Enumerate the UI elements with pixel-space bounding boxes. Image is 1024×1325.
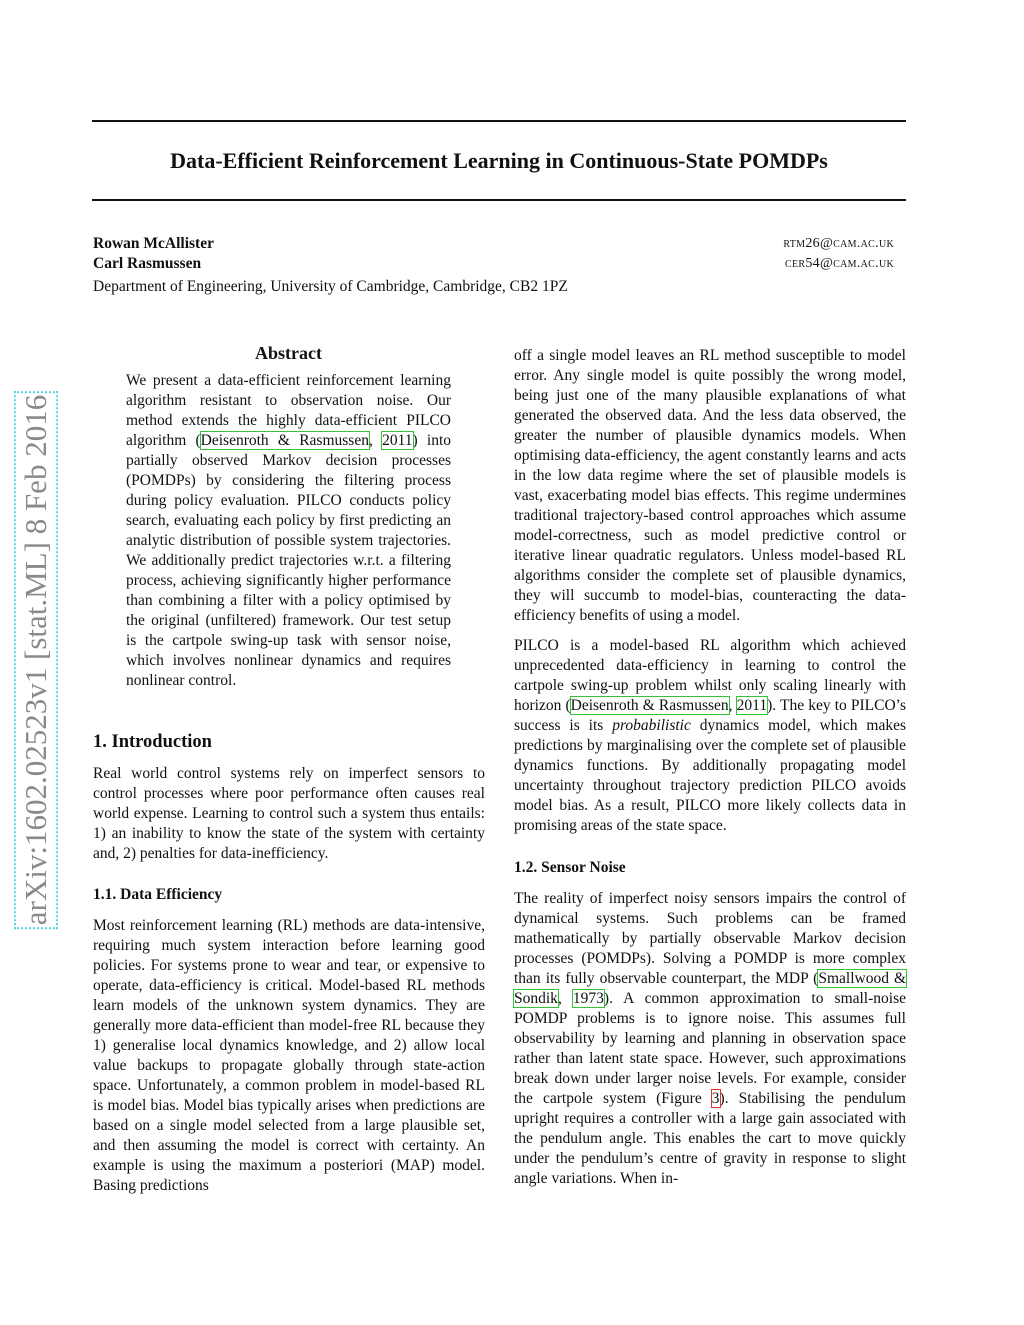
abstract-text-part2: ) into partially observed Markov decision processes (POMDPs) by considering the filtering process during policy evaluation. PILCO conducts policy search, evaluating each policy by first predicting an analytic distribution of possible system trajectories. We additionally predict trajectories w.r.t. a filtering process, achieving significantly higher performance than combining a filter with a policy optimised by the original (unfiltered) framework. Our test setup is the cartpole swing-up task with sensor noise, which involves nonlinear dynamics and requires nonlinear control. <box>126 432 452 689</box>
pilco-text-part1: PILCO is a model-based RL algorithm which achieved unprecedented data-efficiency in learning to control the cartpole swing-up problem whilst only scaling linearly with horizon ( <box>514 637 906 714</box>
citation-separator: , <box>557 990 573 1007</box>
intro-paragraph: Real world control systems rely on imperfect sensors to control processes where poor performance often causes real world expense. Learning to control such a system thus entails: 1) an inability to know the state of the system with certainty and, 2) penalties for data-inefficiency. <box>93 765 485 862</box>
section-heading-introduction: 1. Introduction <box>93 732 212 752</box>
sensor-noise-text-part3: ). Stabilising the pendulum upright requires a controller with a large gain associated with the pendulum angle. This enables the cart to move quickly under the pendulum’s centre of gravity in response to slight angle variations. When in- <box>514 1090 906 1187</box>
abstract-heading: Abstract <box>255 343 322 363</box>
pilco-text-part2: ). The key to PILCO’s success is its <box>514 697 906 734</box>
citation-author[interactable]: Deisenroth & Rasmussen <box>200 432 369 449</box>
left-column <box>93 732 485 1196</box>
citation-year-link[interactable]: 1973 <box>572 990 604 1007</box>
abstract <box>126 343 451 691</box>
bottom-title-rule <box>92 199 906 201</box>
subsection-heading-sensor-noise: 1.2. Sensor Noise <box>514 859 626 876</box>
top-rule <box>92 120 906 122</box>
emphasis-probabilistic: probabilistic <box>612 717 691 734</box>
citation-year-link[interactable]: 2011 <box>382 432 413 449</box>
author-email-2[interactable]: cer54@cam.ac.uk <box>785 256 894 271</box>
model-bias-paragraph: off a single model leaves an RL method susceptible to model error. Any single model is quite possibly the wrong model, being just one of the many plausible explanations of what generated the observed data. And the less data observed, the greater the number of plausible dynamics models. When optimising data-efficiency, the agent constantly learns and acts in the low data regime where the set of plausible models is vast, exacerbating model bias effects. This regime undermines traditional trajectory-based control approaches which assume model-correctness, such as model predictive control or iterative linear quadratic regulators. Unless model-based RL algorithms consider the complete set of plausible dynamics, they will succumb to model-bias, counteracting the data-efficiency benefits of using a model. <box>514 347 906 624</box>
pilco-paragraph <box>514 636 906 836</box>
data-efficiency-paragraph: Most reinforcement learning (RL) methods are data-intensive, requiring much system interaction before learning good policies. For systems prone to wear and tear, or expensive to operate, data-efficiency is critical. Model-based RL methods learn models of the unknown system dynamics. They are generally more data-efficient than model-free RL because they 1) generalise local dynamics knowledge, and 2) allow local value backups to propagate globally through state-action space. Unfortunately, a common problem in model-based RL is model bias. Model bias typically arises when predictions are based on a single model selected from a large plausible set, and then assuming the model is correct with certainty. An example is using the maximum a posteriori (MAP) model. Basing predictions <box>93 917 485 1194</box>
citation-separator: , <box>368 432 383 449</box>
subsection-heading-data-efficiency: 1.1. Data Efficiency <box>93 886 223 903</box>
author-name-1: Rowan McAllister <box>93 235 214 252</box>
abstract-text <box>126 371 451 691</box>
citation-link[interactable] <box>571 697 729 714</box>
citation-year-link[interactable]: 2011 <box>736 697 768 714</box>
sensor-noise-text-part1: The reality of imperfect noisy sensors impairs the control of dynamical systems. Such problems can be framed mathematically by partially observable Markov decision processes (POMDPs). Solving a POMDP is more complex than its fully observable counterpart, the MDP ( <box>514 890 906 987</box>
abstract-text-part1: We present a data-efficient reinforcement learning algorithm resistant to observation noise. Our method extends the highly data-efficient PILCO algorithm ( <box>126 372 451 449</box>
citation-author[interactable]: Smallwood & Sondik <box>514 970 906 1007</box>
paper-title: Data-Efficient Reinforcement Learning in Continuous-State POMDPs <box>170 148 828 173</box>
author-email-1[interactable]: rtm26@cam.ac.uk <box>783 236 894 251</box>
citation-link[interactable] <box>201 432 369 449</box>
sensor-noise-text-part2: ). A common approximation to small-noise POMDP problems is to ignore noise. This assumes full observability by learning and planning in observation space rather than latent state space. However, such approximations break down under larger noise levels. For example, consider the cartpole system (Figure <box>514 990 906 1107</box>
citation-author[interactable]: Deisenroth & Rasmussen <box>570 697 729 714</box>
citation-separator: , <box>728 697 737 714</box>
pilco-text-part3: dynamics model, which makes predictions by marginalising over the complete set of plausible dynamics functions. By additionally propagating model uncertainty throughout trajectory prediction PILCO avoids model bias. As a result, PILCO more likely collects data in promising areas of the state space. <box>514 717 907 834</box>
figure-reference-link[interactable]: 3 <box>711 1090 720 1107</box>
author-name-2: Carl Rasmussen <box>93 255 202 272</box>
sensor-noise-paragraph <box>514 889 906 1189</box>
right-column <box>514 346 906 1189</box>
affiliation: Department of Engineering, University of Cambridge, Cambridge, CB2 1PZ <box>93 278 568 295</box>
arxiv-stamp[interactable]: arXiv:1602.02523v1 [stat.ML] 8 Feb 2016 <box>18 394 53 926</box>
